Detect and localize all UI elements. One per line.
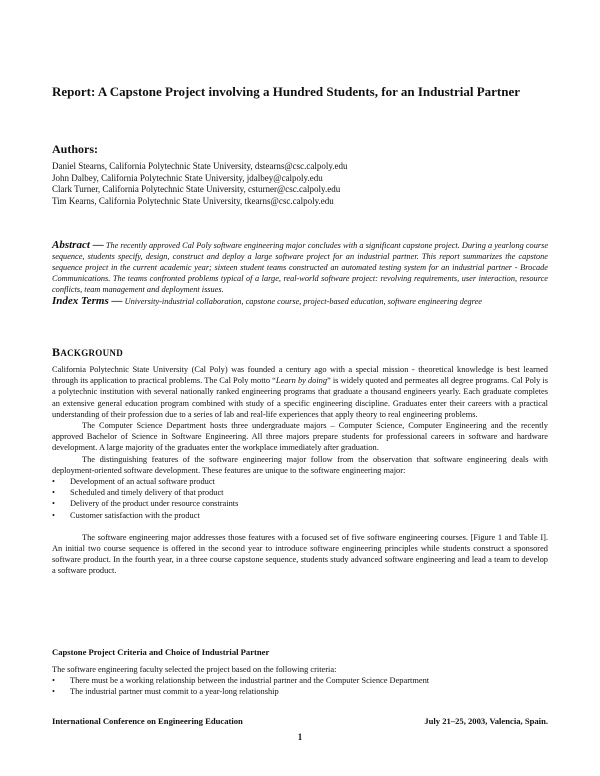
page-number: 1 bbox=[297, 732, 303, 742]
paper-title: Report: A Capstone Project involving a Hundred Students, for an Industrial Partner bbox=[52, 84, 521, 99]
background-paragraph-3: The distinguishing features of the software engineering major follow from the observation that software engineering deals with deployment-oriented software development. These features are unique to the software engineering major: bbox=[52, 454, 548, 475]
feature-list bbox=[52, 476, 548, 521]
criteria-list bbox=[52, 675, 548, 697]
author-line: Daniel Stearns, California Polytechnic State University, dstearns@csc.calpoly.edu bbox=[52, 161, 348, 171]
index-terms-label: Index Terms — bbox=[52, 295, 123, 307]
background-heading-initial: B bbox=[52, 345, 61, 359]
background-body bbox=[52, 364, 548, 577]
abstract bbox=[52, 240, 548, 295]
list-item: • Development of an actual software product bbox=[52, 476, 548, 487]
paragraph-text: ” is widely quoted and permeates all degree programs. Cal Poly is a polytechnic institution with several nationally ranked engineering programs that graduate a thousand engineers yearly. Each graduate completes an extensive general education program combined with study of a specific engineering discipline. Graduates enter their careers with a practical understanding of their profession due to a series of lab and real-life experiences that apply theory to real engineering problems. bbox=[52, 376, 548, 419]
list-item: • The industrial partner must commit to a year-long relationship bbox=[52, 686, 548, 697]
index-terms-text: University-industrial collaboration, capstone course, project-based education, software engineering degree bbox=[124, 297, 482, 306]
criteria-intro: The software engineering faculty selected the project based on the following criteria: bbox=[52, 665, 337, 674]
index-terms bbox=[52, 296, 548, 307]
authors-heading: Authors: bbox=[52, 142, 99, 156]
page-footer bbox=[52, 716, 548, 726]
list-item: • Scheduled and timely delivery of that product bbox=[52, 487, 548, 498]
background-paragraph-4: The software engineering major addresses those features with a focused set of five software engineering courses. [Figure 1 and Table I]. An initial two course sequence is offered in the second year to introduce software engineering principles while students construct a sponsored software product. In the fourth year, in a three course capstone sequence, students study advanced software engineering and lead a team to develop a software product. bbox=[52, 532, 548, 576]
background-paragraph-2: The Computer Science Department hosts three undergraduate majors – Computer Science, Computer Engineering and the recently approved Bachelor of Science in Software Engineering. All three majors prepare students for professional careers in software and hardware development. A large majority of the graduates enter the workplace immediately after graduation. bbox=[52, 421, 548, 453]
author-line: John Dalbey, California Polytechnic State University, jdalbey@calpoly.edu bbox=[52, 172, 323, 183]
list-item: • There must be a working relationship between the industrial partner and the Computer Science Department bbox=[52, 675, 548, 686]
list-item: • Customer satisfaction with the product bbox=[52, 510, 548, 521]
list-item: • Delivery of the product under resource constraints bbox=[52, 498, 548, 509]
conference-date-location: July 21–25, 2003, Valencia, Spain. bbox=[424, 716, 548, 726]
motto-text: Learn by doing bbox=[275, 376, 328, 386]
background-heading-rest: ACKGROUND bbox=[60, 348, 124, 358]
criteria-body bbox=[52, 664, 548, 698]
author-line: Tim Kearns, California Polytechnic State University, tkearns@csc.calpoly.edu bbox=[52, 195, 334, 206]
paragraph-text: California Polytechnic State University (Cal Poly) was founded a century ago with a special mission - theoretical knowledge is best learned through its application to practical problems. The Cal Poly motto “ bbox=[52, 365, 548, 386]
criteria-heading: Capstone Project Criteria and Choice of Industrial Partner bbox=[52, 647, 270, 657]
background-paragraph-1 bbox=[52, 364, 548, 420]
author-line: Clark Turner, California Polytechnic State University, csturner@csc.calpoly.edu bbox=[52, 184, 341, 194]
author-list bbox=[52, 161, 348, 207]
conference-name: International Conference on Engineering Education bbox=[52, 716, 243, 726]
abstract-label: Abstract — bbox=[52, 239, 104, 251]
abstract-text: The recently approved Cal Poly software engineering major concludes with a significant capstone project. During a yearlong course sequence, students specify, design, construct and deploy a large software project for an industrial partner. This report summarizes the capstone sequence project in the current academic year; sixteen student teams constructed an automated testing system for an industrial partner - Brocade Communications. The teams confronted problems typical of a large, real-world software project: revolving requirements, user interaction, resource conflicts, team management and deployment issues. bbox=[52, 241, 548, 294]
background-heading bbox=[52, 345, 123, 360]
